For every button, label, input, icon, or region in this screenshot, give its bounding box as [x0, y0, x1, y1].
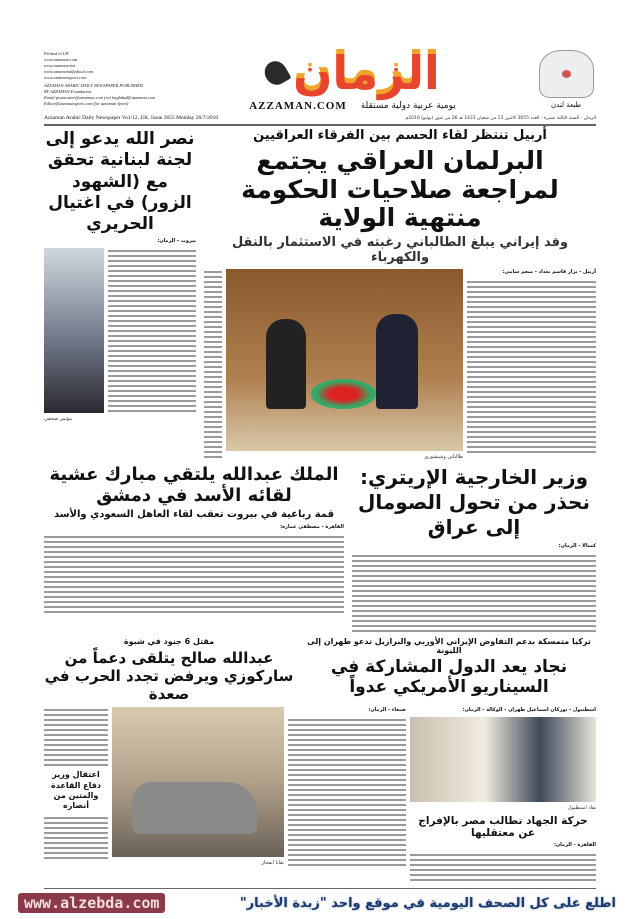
lead-headline: البرلمان العراقي يجتمع لمراجعة صلاحيات الحكومة منتهية الولاية: [241, 145, 559, 233]
info-line: Printed in UK: [44, 51, 69, 56]
story-body-text: [352, 553, 596, 633]
emblem-icon: [539, 50, 594, 98]
story-kicker: مقتل 6 جنود في شبوة: [123, 637, 215, 647]
masthead-info: [44, 51, 169, 107]
edition-label: طبعة لندن: [550, 100, 582, 109]
nasrallah-photo-caption: مؤتمر صحفي: [44, 416, 73, 423]
footer-promo: اطلع على كل الصحف اليومية في موقع واحد "زبدة الأخبار": [239, 895, 616, 911]
info-line: BY AZZAMAN Foundation.: [44, 89, 93, 94]
story-eritrea: [352, 465, 596, 633]
logo-bird-icon: [261, 57, 292, 89]
story-saudi: [44, 465, 344, 614]
story-byline: صنعاء - الزمان:: [368, 707, 406, 714]
story-body-text: [44, 707, 108, 767]
nasrallah-headline: نصر الله يدعو إلى لجنة لبنانية تحقق مع (الشهود الزور) في اغتيال الحريري: [45, 129, 195, 234]
logo-text: الزمان: [293, 46, 440, 100]
story-body-text: [410, 852, 596, 882]
car-photo: [112, 707, 284, 857]
info-line: Editor@azzamansport.com (for azzaman Sport): [44, 101, 129, 106]
issue-line-ar: الزمان - السنة الثالثة عشرة - العدد 3655 الاثنين 13 من شعبان 1431 هـ 26 من تموز (يوليو) 2010م: [405, 115, 596, 121]
tagline: يومية عربية دولية مستقلة: [360, 101, 456, 111]
story-byline: كمبالا - الزمان:: [558, 543, 596, 550]
footer: [18, 893, 616, 913]
lead-subhead: وفد إيراني يبلغ الطالباني رغبته في الاستثمار بالنقل والكهرباء: [231, 235, 569, 266]
nasrallah-byline: بيروت - الزمان:: [157, 238, 196, 245]
story-headline: عبدالله صالح يتلقى دعماً من ساركوزي ويرفض تجدد الحرب في صعدة: [44, 649, 294, 704]
story-headline: نجاد يعد الدول المشاركة في السيناريو الأمريكي عدواً: [330, 657, 568, 697]
car-photo-caption: بقايا انفجار: [261, 860, 284, 867]
story-body-text: [44, 534, 344, 614]
story-headline: اعتقال وزير دفاع القاعدة والمتين من أنصاره: [51, 770, 101, 811]
lead-byline: أربيل - نزار قاسم بغداد - منعم سامي:: [502, 269, 596, 276]
info-line: www.azzaman.net: [44, 63, 76, 68]
story-headline: الملك عبدالله يلتقي مبارك عشية لقائه الأسد في دمشق: [49, 464, 339, 506]
lead-body-text: [467, 279, 596, 454]
story-byline: القاهرة - الزمان:: [553, 842, 596, 849]
site-name: AZZAMAN.COM: [249, 100, 347, 112]
story-byline: اسطنبول - توركان اسماعيل طهران - الوكالة - الزمان:: [462, 707, 596, 714]
issue-line: [44, 115, 596, 121]
nejad-photo-caption: نقاد استطبول: [567, 805, 596, 812]
story-headline: وزير الخارجية الإريتري: نحذر من تحول الصومال إلى عراق: [358, 465, 590, 540]
info-line: AZZAMAN ARABIC DAILY NEWSPAPER PUBLISHED: [44, 83, 144, 88]
logo: [177, 46, 528, 112]
lead-body-text: [204, 269, 222, 459]
info-line: www.azzamanalfadood.com: [44, 69, 93, 74]
nasrallah-photo: [44, 248, 104, 413]
lead-photo: [226, 269, 463, 451]
issue-line-en: Azzaman Arabic Daily Newspaper Vo1/12. UK. Issue 3655 Monday 26/7/2010: [44, 115, 219, 121]
story-body-text: [44, 815, 108, 860]
story-body-text: [288, 717, 406, 867]
emblem-block: [536, 50, 596, 109]
lead-kicker: أربيل تنتظر لقاء الحسم بين الفرقاء العراقيين: [253, 128, 547, 143]
nasrallah-story: [44, 129, 196, 423]
story-headline: حركة الجهاد تطالب مصر بالإفراج عن معتقليها: [418, 815, 588, 840]
info-line: www.azzaman.com: [44, 57, 78, 62]
info-line: Email:postmaster@azzaman.com (or) baghdad@azzaman.com: [44, 95, 156, 100]
story-subhead: قمة رباعية في بيروت تعقب لقاء العاهل السعودي والأسد: [53, 509, 335, 521]
nejad-photo: [410, 717, 596, 802]
masthead: [44, 46, 596, 112]
header-rule: [44, 124, 596, 126]
lead-photo-caption: طالباني وشيشوري: [424, 454, 463, 461]
footer-url[interactable]: www.alzebda.com: [18, 893, 165, 913]
story-byline: القاهرة - مصطفى عمارة:: [280, 523, 344, 530]
info-line: www.azzamansport.com: [44, 75, 87, 80]
lead-story: [204, 129, 596, 461]
story-kicker: تركيا متمسكة بدعم التفاوض الإيراني الأوربي والبرازيل تدعو طهران إلى الليونة: [307, 637, 591, 656]
footer-rule: [44, 888, 596, 889]
nasrallah-body-text: [108, 248, 196, 413]
